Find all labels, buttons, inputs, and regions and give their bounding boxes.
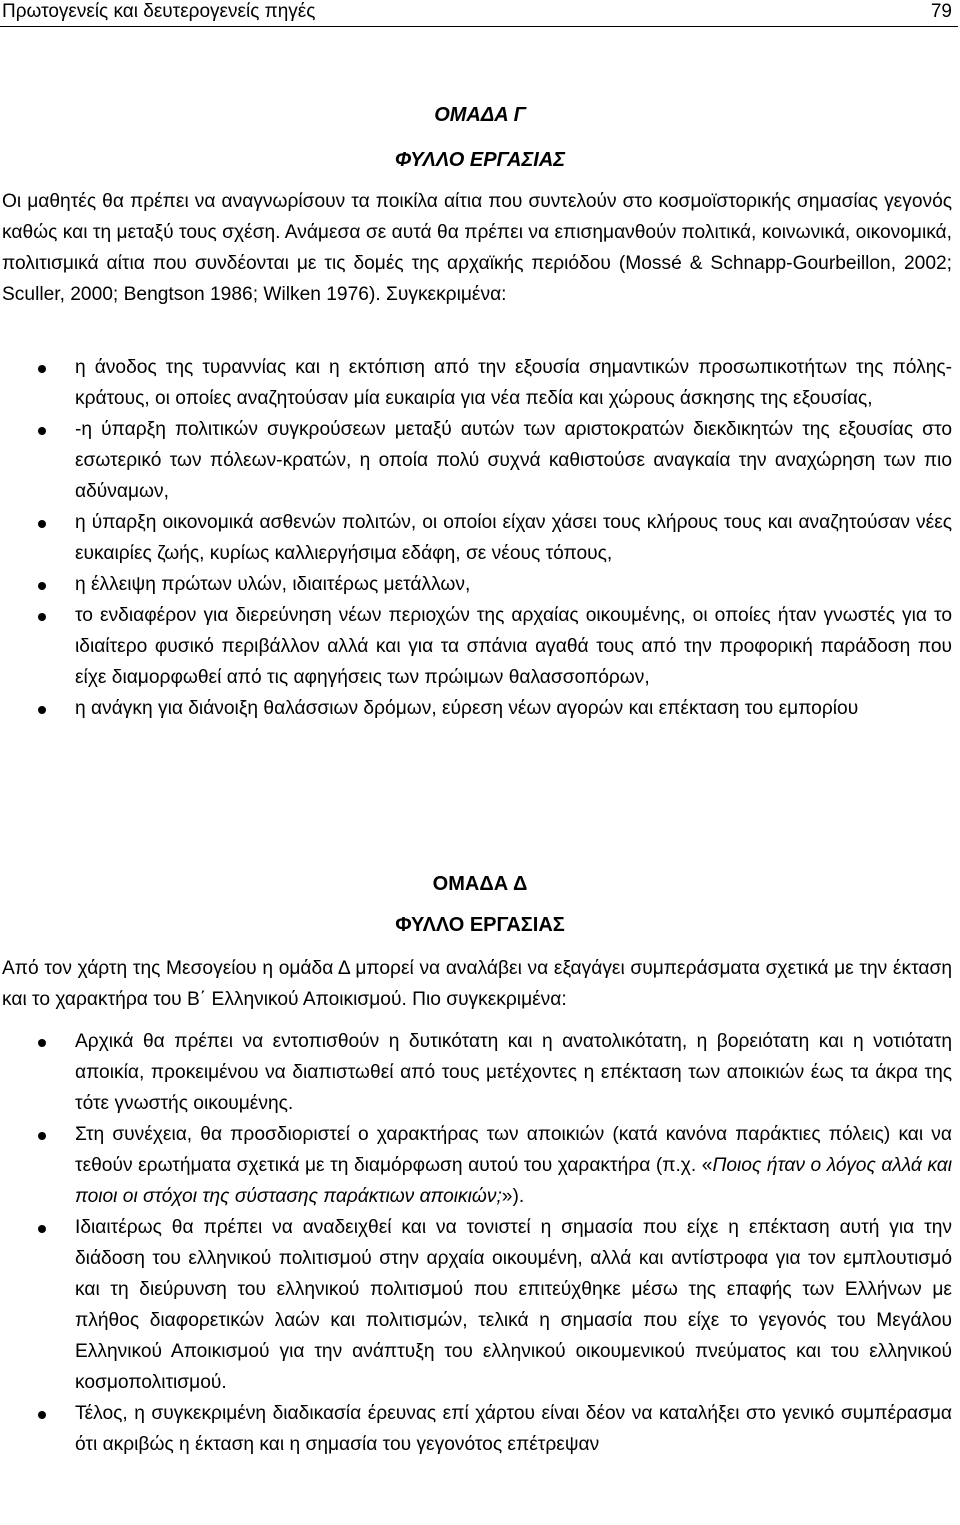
list-item-text: το ενδιαφέρον για διερεύνηση νέων περιοχών της αρχαίας οικουμένης, οι οποίες ήταν γνωστές για το ιδιαίτερο φυσικό περιβάλλον αλλά και για τα σπάνια αγαθά τους από την προφορική παράδοση που είχε διαμορφωθεί από τις αφηγήσεις των πρώιμων θαλασσοπόρων, [75,605,952,688]
list-item-text: Αρχικά θα πρέπει να εντοπισθούν η δυτικότατη και η ανατολικότατη, η βορειότατη και η νοτιότατη αποικία, προκειμένου να διαπιστωθεί από τους μετέχοντες η επέκταση των αποικιών έως τα άκρα της τότε γνωστής οικουμένης. [75,1031,952,1114]
list-item [75,352,952,414]
list-item-text: η άνοδος της τυραννίας και η εκτόπιση από την εξουσία σημαντικών προσωπικοτήτων της πόλης-κράτους, οι οποίες αναζητούσαν μία ευκαιρία για νέα πεδία και χώρους άσκησης της εξουσίας, [75,357,952,409]
list-item [75,1119,952,1212]
list-item-italic-question: Ποιος ήταν ο λόγος αλλά και ποιοι οι στόχοι της σύστασης παράκτιων αποικιών; [75,1155,952,1207]
list-item-text-end: »). [501,1186,525,1207]
bullet-icon [38,613,46,621]
header-title: Πρωτογενείς και δευτερογενείς πηγές [2,1,316,22]
list-item-text: η έλλειψη πρώτων υλών, ιδιαιτέρως μετάλλων, [75,574,471,595]
group-c-heading: ΟΜΑΔΑ Γ [434,104,526,126]
group-c-subheading: ΦΥΛΛΟ ΕΡΓΑΣΙΑΣ [394,149,566,171]
list-item [75,414,952,507]
group-c-list [75,352,952,724]
bullet-icon [38,1132,46,1140]
group-c-intro: Οι μαθητές θα πρέπει να αναγνωρίσουν τα ποικίλα αίτια που συντελούν στο κοσμοϊστορικής σημασίας γεγονός καθώς και τη μεταξύ τους σχέση. Ανάμεσα σε αυτά θα πρέπει να επισημανθούν πολιτικά, κοινωνικά, οικονομικά, πολιτισμικά αίτια που συνδέονται με τις δομές της αρχαϊκής περιόδου (Mossé & Schnapp-Gourbeillon, 2002; Sculler, 2000; Bengtson 1986; Wilken 1976). Συγκεκριμένα: [2,191,952,305]
list-item [75,1398,952,1460]
running-header [0,0,958,27]
list-item-text: Τέλος, η συγκεκριμένη διαδικασία έρευνας επί χάρτου είναι δέον να καταλήξει στο γενικό συμπέρασμα ότι ακριβώς η έκταση και η σημασία του γεγονότος επέτρεψαν [75,1403,952,1455]
bullet-icon [38,1039,46,1047]
list-item [75,1212,952,1398]
bullet-icon [38,1411,46,1419]
list-item [75,569,952,600]
group-d-heading: ΟΜΑΔΑ Δ [432,873,528,895]
list-item-text: -η ύπαρξη πολιτικών συγκρούσεων μεταξύ αυτών των αριστοκρατών διεκδικητών της εξουσίας στο εσωτερικό των πόλεων-κρατών, η οποία πολύ συχνά καθιστούσε αναγκαία την αναχώρηση των πιο αδύναμων, [75,419,952,502]
bullet-icon [38,1225,46,1233]
list-item [75,507,952,569]
bullet-icon [38,427,46,435]
group-d-intro: Από τον χάρτη της Μεσογείου η ομάδα Δ μπορεί να αναλάβει να εξαγάγει συμπεράσματα σχετικά με την έκταση και το χαρακτήρα του Β΄ Ελληνικού Αποικισμού. Πιο συγκεκριμένα: [2,958,952,1010]
list-item [75,693,952,724]
bullet-icon [38,706,46,714]
bullet-icon [38,582,46,590]
group-d-list [75,1026,952,1460]
list-item-text: η ύπαρξη οικονομικά ασθενών πολιτών, οι οποίοι είχαν χάσει τους κλήρους τους και αναζητούσαν νέες ευκαιρίες ζωής, κυρίως καλλιεργήσιμα εδάφη, σε νέους τόπους, [75,512,952,564]
bullet-icon [38,365,46,373]
list-item-text-start: Στη συνέχεια, θα προσδιοριστεί ο χαρακτήρας των αποικιών (κατά κανόνα παράκτιες πόλεις) και να τεθούν ερωτήματα σχετικά με τη διαμόρφωση αυτού του χαρακτήρα (π.χ. « [75,1124,952,1176]
list-item-text: η ανάγκη για διάνοιξη θαλάσσιων δρόμων, εύρεση νέων αγορών και επέκταση του εμπορίου [75,698,859,719]
page-number: 79 [930,1,952,22]
group-d-subheading: ΦΥΛΛΟ ΕΡΓΑΣΙΑΣ [395,914,565,936]
list-item [75,600,952,693]
list-item-text: Ιδιαιτέρως θα πρέπει να αναδειχθεί και να τονιστεί η σημασία που είχε η επέκταση αυτή για την διάδοση του ελληνικού πολιτισμού στην αρχαία οικουμένη, αλλά και αντίστροφα για τον εμπλουτισμό και τη διεύρυνση του ελληνικού πολιτισμού που επιτεύχθηκε μέσω της επαφής των Ελλήνων με πλήθος διαφορετικών λαών και πολιτισμών, τελικά η σημασία που είχε το γεγονός του Μεγάλου Ελληνικού Αποικισμού για την ανάπτυξη του ελληνικού οικουμενικού πνεύματος και του ελληνικού κοσμοπολιτισμού. [75,1217,952,1393]
list-item [75,1026,952,1119]
bullet-icon [38,520,46,528]
